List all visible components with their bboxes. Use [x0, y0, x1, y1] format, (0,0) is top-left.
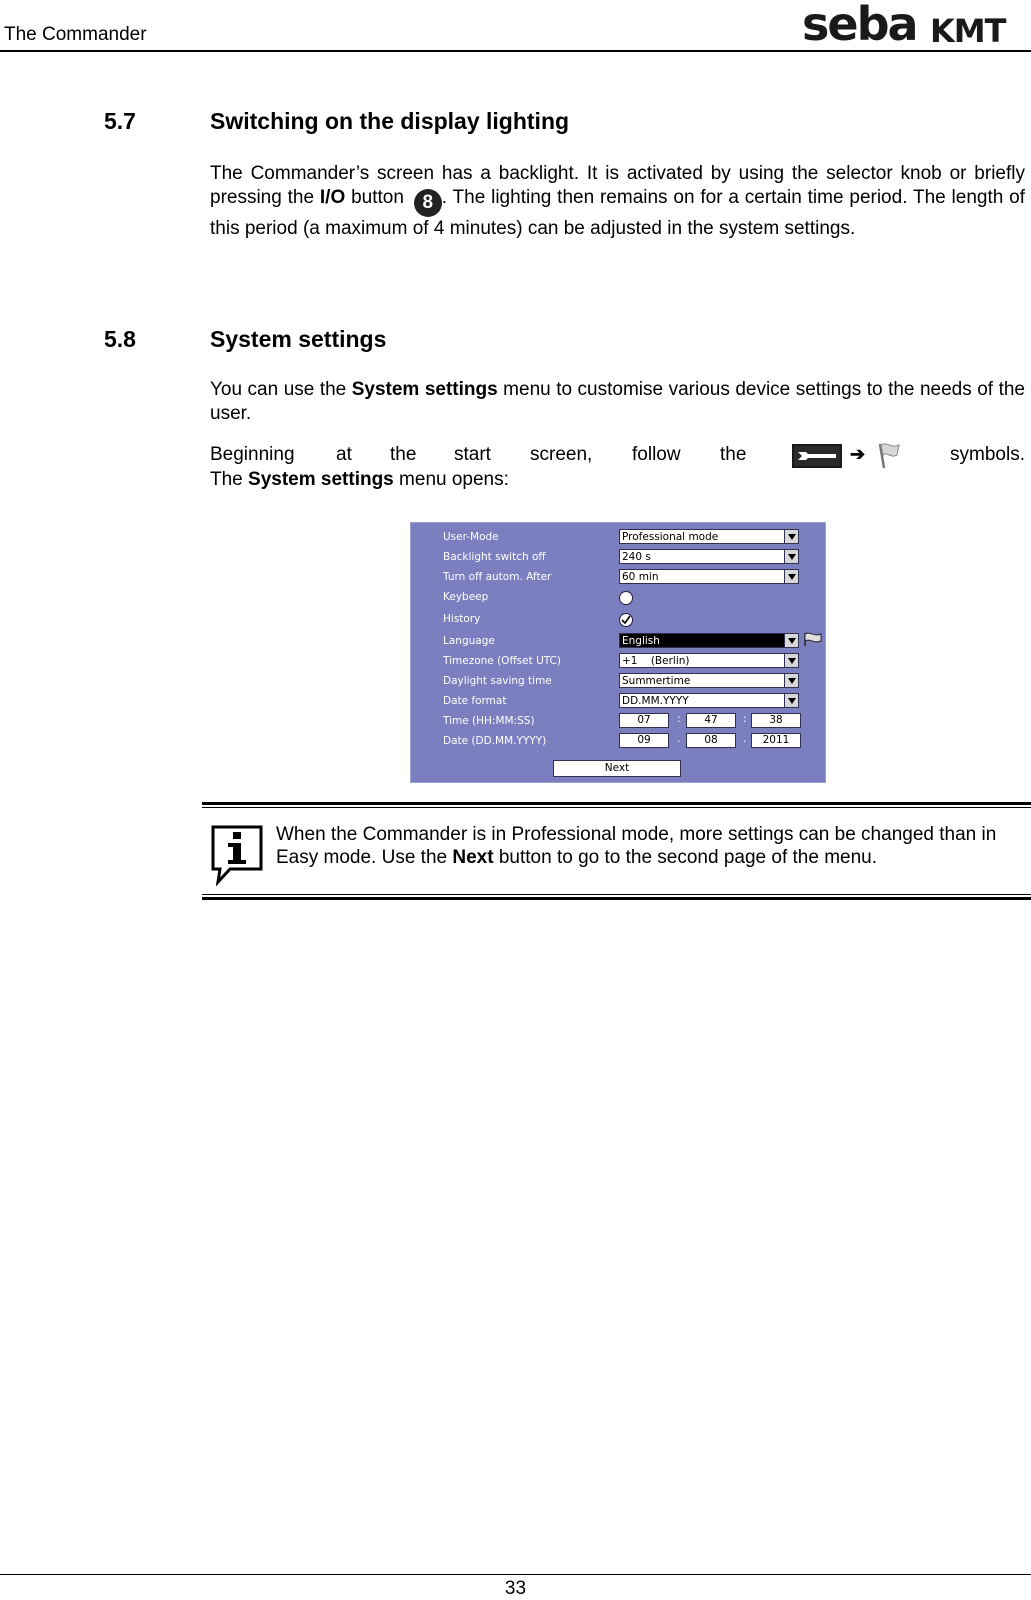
- header-rule: [0, 50, 1031, 52]
- setting-row-date-format: Date format DD.MM.YYYY: [411, 693, 825, 711]
- paragraph-menu-opens: The System settings menu opens:: [210, 469, 509, 490]
- checkmark-icon: [621, 615, 631, 625]
- turn-off-select[interactable]: 60 min: [619, 569, 799, 584]
- setting-row-date: Date (DD.MM.YYYY) 09 . 08 . 2011: [411, 733, 825, 751]
- paragraph-backlight: The Commander’s screen has a backlight. It is activated by using the selector knob or briefly pressing the I/O button 8 . The lighting then remains on for a certain time period. The length of this period (a maximum of 4 minutes) can be adjusted in the system settings.: [210, 163, 1025, 239]
- daylight-select[interactable]: Summertime: [619, 673, 799, 688]
- setting-row-keybeep: Keybeep: [411, 589, 825, 607]
- note-rule-top: [202, 807, 1031, 808]
- paragraph-system-settings: You can use the System settings menu to customise various device settings to the needs of the user.: [210, 379, 1025, 424]
- system-settings-screen: [410, 522, 826, 783]
- info-icon: [210, 824, 264, 886]
- setting-row-language: Language English: [411, 633, 825, 651]
- note-text: When the Commander is in Professional mode, more settings can be changed than in Easy mode. Use the Next button to go to the second page of the menu.: [276, 824, 997, 868]
- chevron-down-icon[interactable]: [784, 673, 799, 688]
- time-hours-field[interactable]: 07: [619, 713, 669, 728]
- section-number: 5.8: [104, 326, 136, 352]
- svg-text:seba: seba: [802, 2, 917, 50]
- date-day-field[interactable]: 09: [619, 733, 669, 748]
- setting-row-turn-off: Turn off autom. After 60 min: [411, 569, 825, 587]
- chevron-down-icon[interactable]: [784, 549, 799, 564]
- chevron-down-icon[interactable]: [784, 633, 799, 648]
- setting-row-timezone: Timezone (Offset UTC) +1 (Berlin): [411, 653, 825, 671]
- section-number: 5.7: [104, 108, 136, 134]
- svg-text:KMT: KMT: [930, 12, 1006, 50]
- arrow-right-icon: ➔: [850, 444, 866, 464]
- chevron-down-icon[interactable]: [784, 569, 799, 584]
- setting-row-backlight: Backlight switch off 240 s: [411, 549, 825, 567]
- chevron-down-icon[interactable]: [784, 653, 799, 668]
- language-select[interactable]: English: [619, 633, 799, 648]
- footer-rule: [0, 1574, 1031, 1575]
- page-number: 33: [504, 1578, 527, 1599]
- date-year-field[interactable]: 2011: [751, 733, 801, 748]
- note-rule-top: [202, 802, 1031, 805]
- follow-symbols-line: Beginning at the start screen, follow the ➔ symbols.: [210, 444, 1025, 468]
- time-seconds-field[interactable]: 38: [751, 713, 801, 728]
- chevron-down-icon[interactable]: [784, 693, 799, 708]
- flag-icon: [803, 631, 823, 647]
- time-minutes-field[interactable]: 47: [686, 713, 736, 728]
- keybeep-toggle[interactable]: [619, 591, 633, 605]
- flag-icon: [874, 440, 904, 470]
- document-title: The Commander: [4, 24, 147, 45]
- setting-row-user-mode: User-Mode Professional mode: [411, 529, 825, 547]
- timezone-select[interactable]: +1 (Berlin): [619, 653, 799, 668]
- wrench-icon: [792, 444, 842, 468]
- note-rule-bottom: [202, 897, 1031, 900]
- section-title: Switching on the display lighting: [210, 108, 570, 134]
- date-month-field[interactable]: 08: [686, 733, 736, 748]
- section-title: System settings: [210, 326, 387, 352]
- note-rule-bottom: [202, 894, 1031, 895]
- setting-row-history: History: [411, 611, 825, 629]
- setting-row-daylight: Daylight saving time Summertime: [411, 673, 825, 691]
- sebakmt-logo: [802, 2, 1026, 50]
- date-format-select[interactable]: DD.MM.YYYY: [619, 693, 799, 708]
- history-toggle[interactable]: [619, 613, 633, 627]
- chevron-down-icon[interactable]: [784, 529, 799, 544]
- user-mode-select[interactable]: Professional mode: [619, 529, 799, 544]
- backlight-select[interactable]: 240 s: [619, 549, 799, 564]
- io-button-8-icon: 8: [414, 189, 442, 217]
- setting-row-time: Time (HH:MM:SS) 07 : 47 : 38: [411, 713, 825, 731]
- next-button[interactable]: Next: [553, 760, 681, 777]
